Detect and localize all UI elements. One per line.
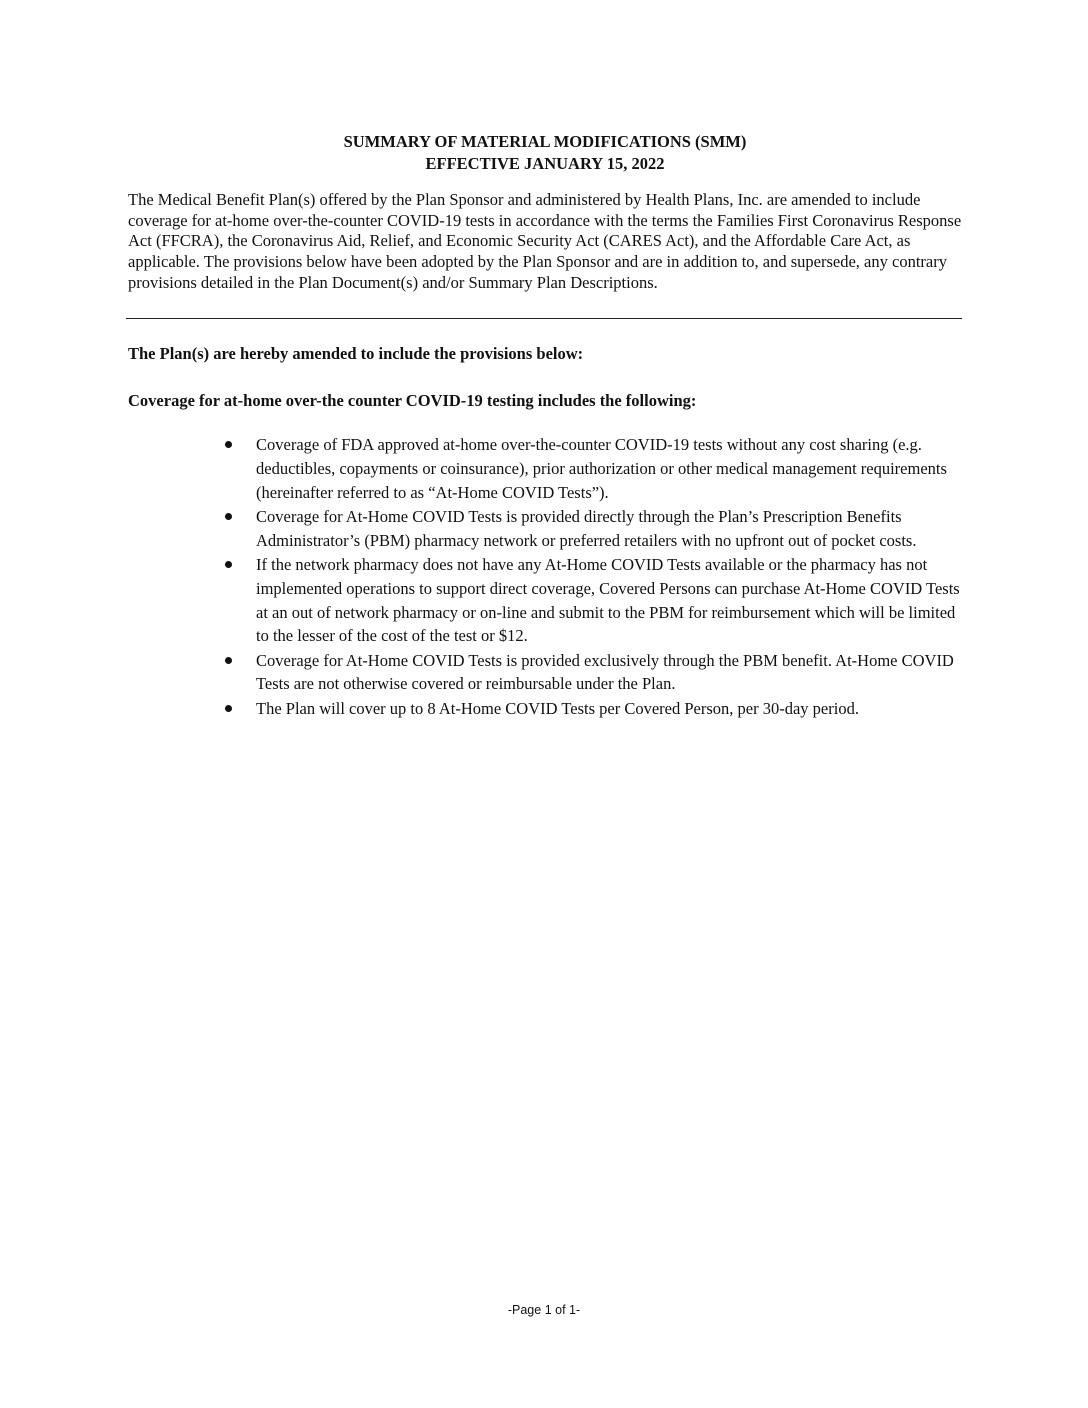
- list-item-text: If the network pharmacy does not have any At-Home COVID Tests available or the pharmacy has not implemented operations to support direct coverage, Covered Persons can purchase At-Home COVID Tests at an out of network pharmacy or on-line and submit to the PBM for reimbursement which will be limited to the lesser of the cost of the test or $12.: [256, 554, 960, 646]
- list-item-text: Coverage for At-Home COVID Tests is provided directly through the Plan’s Prescription Benefits Administrator’s (PBM) pharmacy network or preferred retailers with no upfront out of pocket costs.: [256, 506, 917, 550]
- page-number: -Page 1 of 1-: [507, 1303, 581, 1317]
- amendment-heading: The Plan(s) are hereby amended to include the provisions below:: [128, 344, 584, 363]
- title-line-2: EFFECTIVE JANUARY 15, 2022: [425, 154, 665, 173]
- bullet-icon: [225, 657, 232, 664]
- list-item: [220, 433, 962, 504]
- bullet-icon: [225, 441, 232, 448]
- intro-paragraph: The Medical Benefit Plan(s) offered by the Plan Sponsor and administered by Health Plans, Inc. are amended to include coverage for at-home over-the-counter COVID-19 tests in accordance with the terms the Families First Coronavirus Response Act (FFCRA), the Coronavirus Aid, Relief, and Economic Security Act (CARES Act), and the Affordable Care Act, as applicable. The provisions below have been adopted by the Plan Sponsor and are in addition to, and supersede, any contrary provisions detailed in the Plan Document(s) and/or Summary Plan Descriptions.: [128, 190, 962, 292]
- bullet-icon: [225, 513, 232, 520]
- list-item-text: The Plan will cover up to 8 At-Home COVID Tests per Covered Person, per 30-day period.: [256, 698, 859, 718]
- list-item: [220, 505, 962, 553]
- bullet-icon: [225, 705, 232, 712]
- list-item-text: Coverage for At-Home COVID Tests is provided exclusively through the PBM benefit. At-Home COVID Tests are not otherwise covered or reimbursable under the Plan.: [256, 650, 954, 694]
- list-item: [220, 553, 962, 648]
- document-title: [128, 131, 962, 175]
- title-line-1: SUMMARY OF MATERIAL MODIFICATIONS (SMM): [343, 132, 747, 151]
- coverage-heading: Coverage for at-home over-the counter COVID-19 testing includes the following:: [128, 391, 697, 410]
- list-item: [220, 697, 962, 721]
- list-item-text: Coverage of FDA approved at-home over-the-counter COVID-19 tests without any cost sharing (e.g. deductibles, copayments or coinsurance), prior authorization or other medical management requirements (hereinafter referred to as “At-Home COVID Tests”).: [256, 435, 947, 502]
- list-item: [220, 649, 962, 697]
- section-divider: [126, 318, 962, 319]
- coverage-list: [220, 433, 962, 721]
- bullet-icon: [225, 561, 232, 568]
